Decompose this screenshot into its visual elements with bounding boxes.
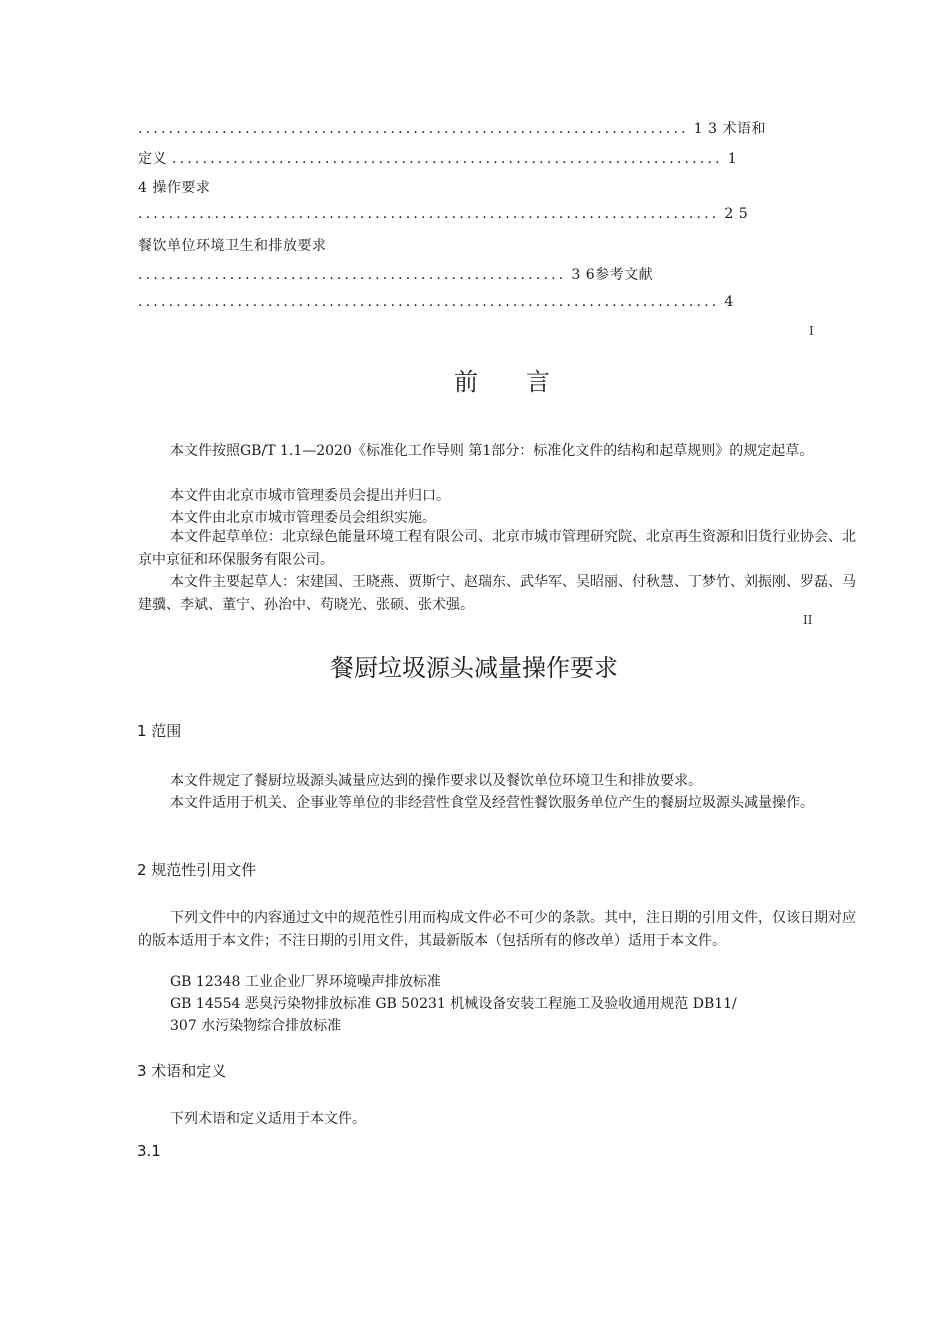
foreword-paragraph: 本文件按照GB/T 1.1—2020《标准化工作导则 第1部分：标准化文件的结构和起草规则》的规定起草。 xyxy=(170,443,814,459)
toc-entry-text: 3 6参考文献 xyxy=(571,267,654,283)
foreword-paragraph: 本文件起草单位：北京绿色能量环境工程有限公司、北京市城市管理研究院、北京再生资源和旧货行业协会、北京中京征和环保服务有限公司。 xyxy=(138,529,856,568)
reference-item: GB 12348 工业企业厂界环境噪声排放标准 xyxy=(170,974,441,990)
reference-item: GB 14554 恶臭污染物排放标准 GB 50231 机械设备安装工程施工及验收通用规范 DB11/ xyxy=(170,996,737,1012)
toc-line-6[interactable] xyxy=(138,264,653,284)
toc-leader-dots: ........................................................................ xyxy=(171,151,723,167)
toc-line-3[interactable] xyxy=(138,177,210,197)
section-paragraph: 下列文件中的内容通过文中的规范性引用而构成文件必不可少的条款。其中，注日期的引用文件，仅该日期对应的版本适用于本文件；不注日期的引用文件，其最新版本（包括所有的修改单）适用于本文件。 xyxy=(138,910,856,949)
section-paragraph: 本文件规定了餐厨垃圾源头减量应达到的操作要求以及餐饮单位环境卫生和排放要求。 xyxy=(170,773,702,789)
toc-leader-dots: ........................................................ xyxy=(138,267,567,283)
toc-leader-dots: ............................................................................ xyxy=(138,206,720,222)
toc-entry-text: 4 操作要求 xyxy=(138,180,211,196)
section-heading: 1 范围 xyxy=(137,722,182,740)
toc-entry-text: 餐饮单位环境卫生和排放要求 xyxy=(138,238,327,254)
toc-line-4[interactable] xyxy=(138,206,748,222)
foreword-title-char: 前 xyxy=(454,368,478,396)
foreword-title xyxy=(454,362,550,397)
page-number: I xyxy=(809,324,814,338)
section-heading: 3 术语和定义 xyxy=(137,1062,227,1080)
toc-entry-text: 1 3 术语和 xyxy=(693,121,766,137)
toc-page-ref: 2 5 xyxy=(724,206,749,222)
foreword-title-char: 言 xyxy=(526,368,550,396)
foreword-paragraph: 本文件由北京市城市管理委员会提出并归口。 xyxy=(170,488,450,504)
toc-line-5[interactable] xyxy=(138,235,327,255)
toc-page-ref: 4 xyxy=(724,294,734,310)
reference-item: 307 水污染物综合排放标准 xyxy=(170,1018,342,1034)
toc-leader-dots: ........................................................................ xyxy=(138,121,689,137)
toc-line-2[interactable] xyxy=(138,148,737,168)
page-number: II xyxy=(803,613,813,627)
foreword-paragraph: 本文件主要起草人：宋建国、王晓燕、贾斯宁、赵瑞东、武华军、吴昭丽、付秋慧、丁梦竹、刘振刚、罗磊、马建骥、李斌、董宁、孙治中、苟晓光、张硕、张术强。 xyxy=(138,574,856,613)
toc-line-1[interactable] xyxy=(138,118,766,138)
toc-entry-text: 定义 xyxy=(138,151,167,167)
toc-line-7[interactable] xyxy=(138,294,734,310)
subsection-number: 3.1 xyxy=(137,1142,161,1160)
section-paragraph: 本文件适用于机关、企事业等单位的非经营性食堂及经营性餐饮服务单位产生的餐厨垃圾源头减量操作。 xyxy=(170,795,814,811)
document-title: 餐厨垃圾源头减量操作要求 xyxy=(330,654,618,682)
foreword-paragraph: 本文件由北京市城市管理委员会组织实施。 xyxy=(170,510,436,526)
section-paragraph: 下列术语和定义适用于本文件。 xyxy=(170,1111,366,1127)
toc-page-ref: 1 xyxy=(727,151,738,167)
toc-leader-dots: ............................................................................ xyxy=(138,294,720,310)
section-heading: 2 规范性引用文件 xyxy=(137,861,257,879)
